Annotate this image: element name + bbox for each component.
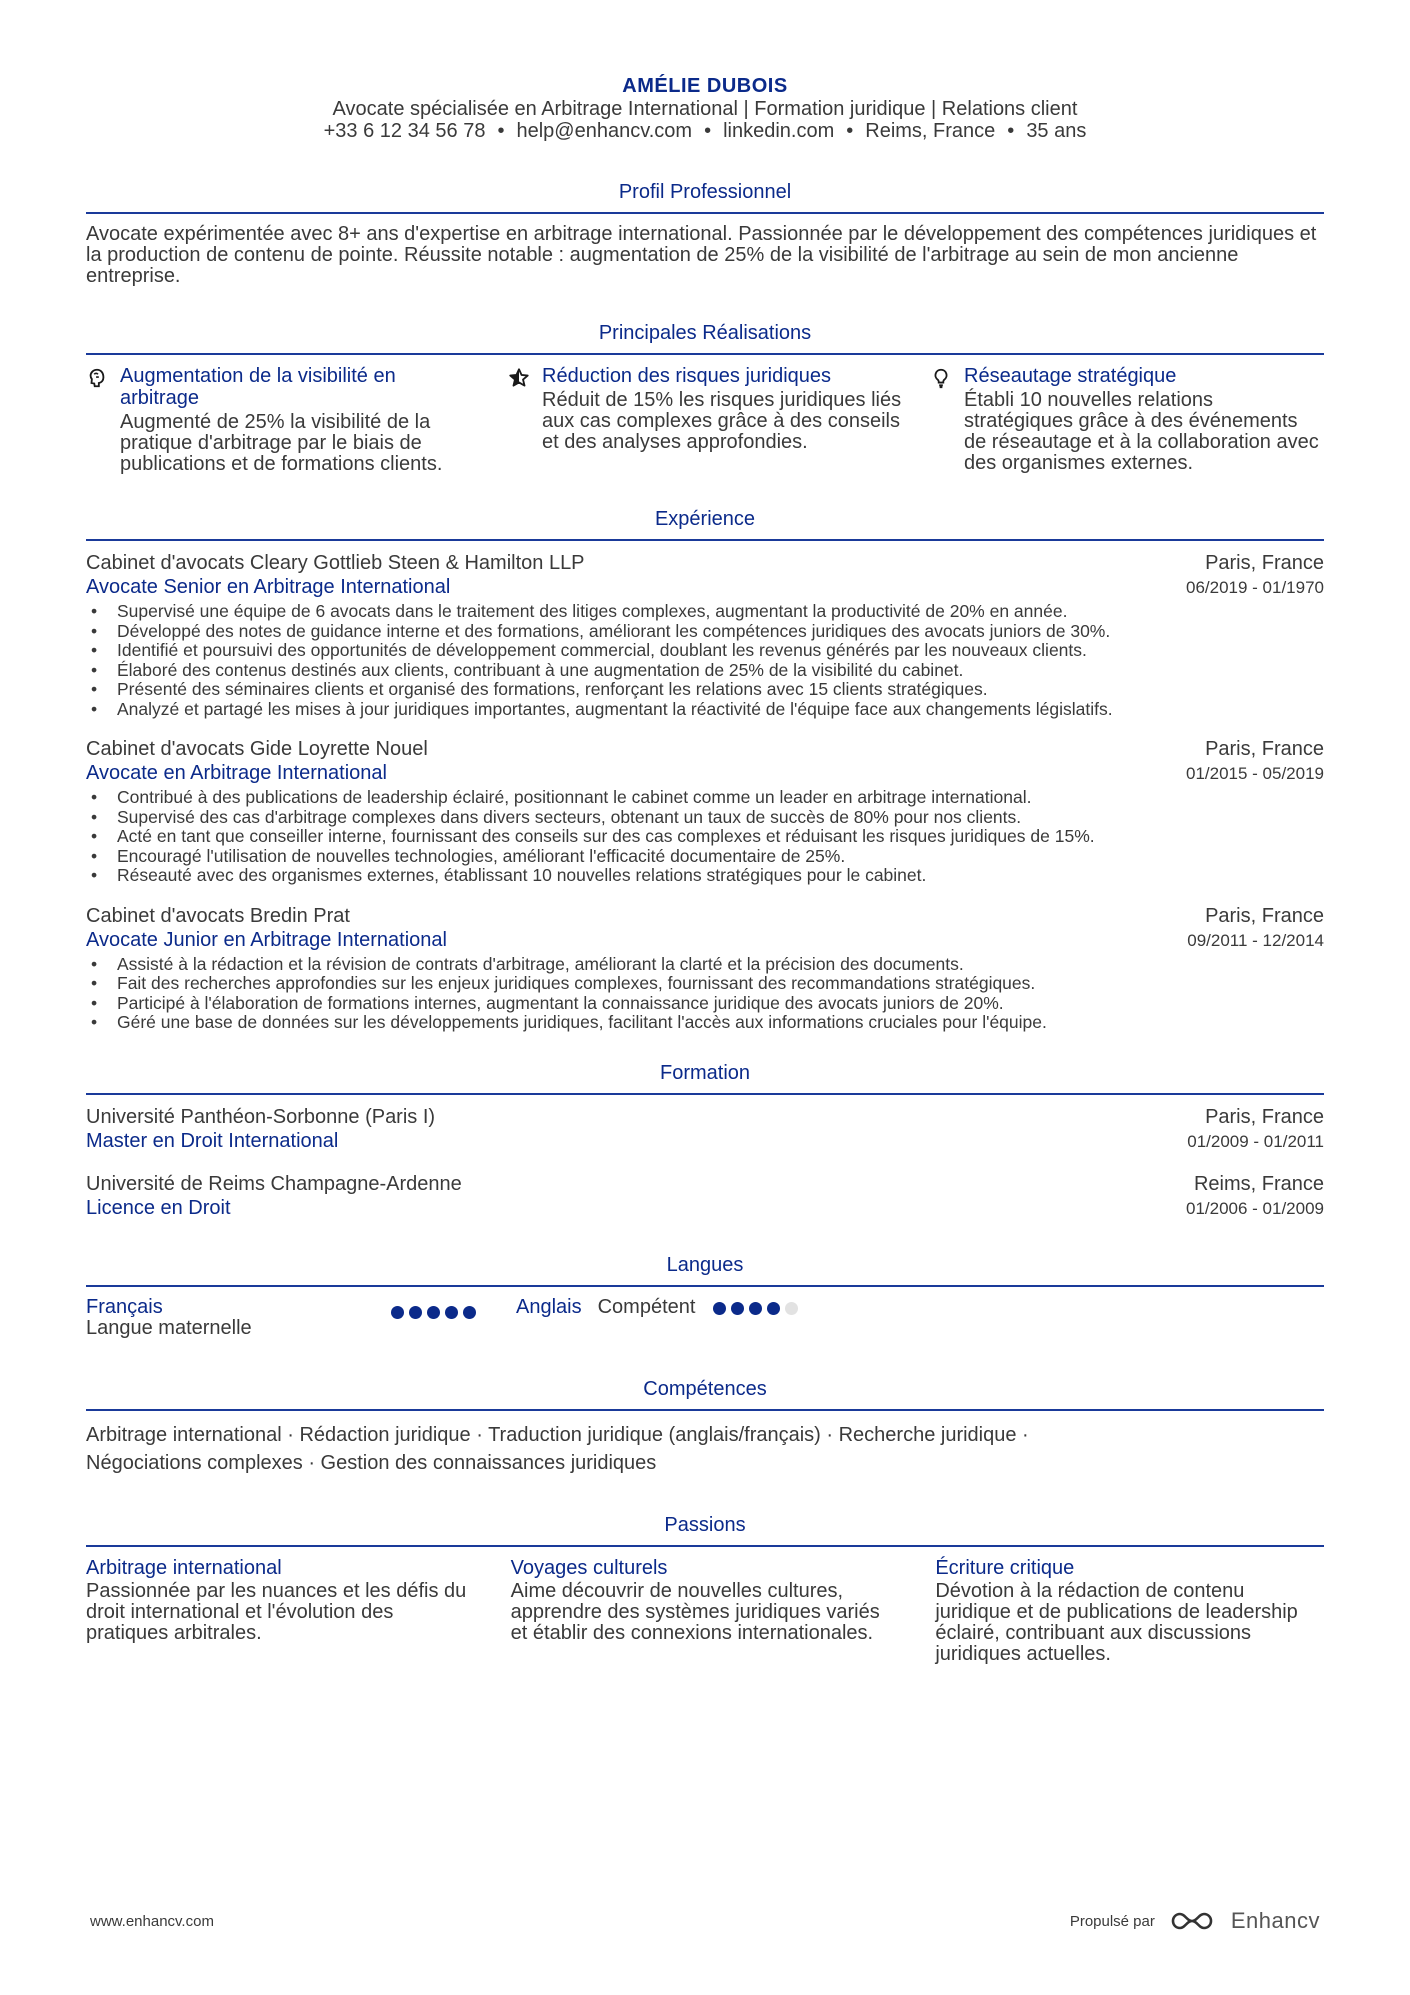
passion-desc: Dévotion à la rédaction de contenu juridique et de publications de leadership éclairé, contribuant aux discussions juridiques actuelles. <box>935 1579 1298 1665</box>
job-bullet: • Encouragé l'utilisation de nouvelles technologies, améliorant l'efficacité documentaire de 25%. <box>86 847 1324 867</box>
achievement-desc: Établi 10 nouvelles relations stratégiques grâce à des événements de réseautage et à la collaboration avec des organismes externes. <box>964 389 1319 474</box>
education-section <box>86 1061 1324 1221</box>
language-level: Compétent <box>597 1295 696 1318</box>
job-location: Paris, France <box>1205 904 1324 927</box>
skills-line: Arbitrage international · Rédaction juridique · Traduction juridique (anglais/français) · Recherche juridique · <box>86 1423 1029 1446</box>
contact-linkedin[interactable]: linkedin.com <box>723 120 835 142</box>
brand-name[interactable]: Enhancv <box>1230 1908 1320 1933</box>
job-role: Avocate Senior en Arbitrage International <box>86 576 451 598</box>
contact-email[interactable]: help@enhancv.com <box>516 120 693 142</box>
company-name: Cabinet d'avocats Bredin Prat <box>86 904 350 927</box>
footer-url[interactable]: www.enhancv.com <box>90 1912 214 1930</box>
passion-title: Arbitrage international <box>86 1556 282 1579</box>
brain-icon <box>86 367 108 389</box>
languages-section <box>86 1253 1324 1339</box>
job-bullets <box>86 955 1324 1033</box>
powered-by-label: Propulsé par <box>1069 1912 1155 1930</box>
star-icon <box>508 367 530 389</box>
skills-list <box>86 1421 1324 1477</box>
job-bullet: • Réseauté avec des organismes externes, établissant 10 nouvelles relations stratégiques pour le cabinet. <box>86 866 1324 886</box>
rating-dot-filled <box>391 1306 404 1319</box>
rating-dot-filled <box>445 1306 458 1319</box>
job-dates: 06/2019 - 01/1970 <box>1185 578 1324 597</box>
candidate-name: AMÉLIE DUBOIS <box>622 75 788 97</box>
achievement-title: Réseautage stratégique <box>964 365 1177 387</box>
languages-title: Langues <box>86 1253 1324 1287</box>
experience-section <box>86 507 1324 1033</box>
job-bullet: • Acté en tant que conseiller interne, fournissant des conseils sur des cas complexes et réduisant les risques juridiques de 15%. <box>86 827 1324 847</box>
job-location: Paris, France <box>1205 552 1324 574</box>
degree-name: Licence en Droit <box>86 1196 231 1219</box>
job-bullet: • Analyzé et partagé les mises à jour juridiques importantes, augmentant la réactivité de l'équipe face aux changements législatifs. <box>86 700 1324 720</box>
education-dates: 01/2006 - 01/2009 <box>1185 1198 1324 1218</box>
rating-dot-filled <box>463 1306 476 1319</box>
job-bullet: • Présenté des séminaires clients et organisé des formations, renforçant les relations avec 15 clients stratégiques. <box>86 680 1324 700</box>
education-dates: 01/2009 - 01/2011 <box>1187 1131 1324 1151</box>
contact-phone: +33 6 12 34 56 78 <box>323 120 486 142</box>
school-name: Université Panthéon-Sorbonne (Paris I) <box>86 1105 436 1128</box>
rating-dot-filled <box>749 1302 762 1315</box>
experience-entry <box>86 904 1324 1033</box>
rating-dot-filled <box>731 1302 744 1315</box>
resume-header <box>86 74 1324 142</box>
job-bullet: • Assisté à la rédaction et la révision de contrats d'arbitrage, améliorant la clarté et la précision des documents. <box>86 955 1324 975</box>
enhancv-logo-icon <box>1169 1909 1217 1933</box>
passion-title: Écriture critique <box>935 1556 1075 1579</box>
achievement-title: Augmentation de la visibilité en arbitrage <box>120 365 396 409</box>
achievement-desc: Augmenté de 25% la visibilité de la pratique d'arbitrage par le biais de publications et de formations clients. <box>120 411 443 475</box>
achievement-desc: Réduit de 15% les risques juridiques liés aux cas complexes grâce à des conseils et des analyses approfondies. <box>542 389 902 453</box>
passion-title: Voyages culturels <box>510 1556 668 1579</box>
summary-text: Avocate expérimentée avec 8+ ans d'expertise en arbitrage international. Passionnée par le développement des compétences juridiques et la production de contenu de pointe. Réussite notable : augmentation de 25% de la visibilité de l'arbitrage au sein de mon ancienne entreprise. <box>86 223 1317 287</box>
contact-age: 35 ans <box>1026 120 1087 142</box>
education-entry <box>86 1105 1324 1154</box>
job-bullet: • Contribué à des publications de leadership éclairé, positionnant le cabinet comme un leader en arbitrage international. <box>86 788 1324 808</box>
job-bullets <box>86 788 1324 886</box>
job-bullets <box>86 602 1324 719</box>
language-name: Anglais <box>516 1295 582 1318</box>
rating-dot-filled <box>713 1302 726 1315</box>
experience-entry <box>86 551 1324 719</box>
footer-brand <box>1070 1908 1320 1934</box>
summary-title: Profil Professionnel <box>86 180 1324 214</box>
language-rating <box>713 1302 798 1315</box>
lightbulb-icon <box>930 367 952 389</box>
job-bullet: • Développé des notes de guidance interne et des formations, améliorant les compétences juridiques des avocats juniors de 30%. <box>86 622 1324 642</box>
passion-item <box>935 1557 1324 1665</box>
passions-section <box>86 1513 1324 1665</box>
school-name: Université de Reims Champagne-Ardenne <box>86 1172 462 1195</box>
passion-item <box>86 1557 475 1665</box>
education-entry <box>86 1172 1324 1221</box>
job-role: Avocate en Arbitrage International <box>86 762 387 784</box>
company-name: Cabinet d'avocats Cleary Gottlieb Steen & Hamilton LLP <box>86 552 585 574</box>
experience-entry <box>86 737 1324 886</box>
achievement-item <box>930 365 1324 475</box>
achievement-item <box>508 365 902 475</box>
rating-dot-filled <box>427 1306 440 1319</box>
language-item <box>516 1297 798 1318</box>
job-role: Avocate Junior en Arbitrage International <box>86 928 447 951</box>
company-name: Cabinet d'avocats Gide Loyrette Nouel <box>86 738 428 760</box>
school-location: Reims, France <box>1193 1172 1324 1195</box>
rating-dot-filled <box>767 1302 780 1315</box>
contact-line: +33 6 12 34 56 78 • help@enhancv.com • linkedin.com • Reims, France • 35 ans <box>323 120 1087 142</box>
job-bullet: • Participé à l'élaboration de formations internes, augmentant la connaissance juridique des avocats juniors de 20%. <box>86 994 1324 1014</box>
degree-name: Master en Droit International <box>86 1129 339 1152</box>
language-rating <box>391 1306 476 1339</box>
passion-item <box>511 1557 900 1665</box>
rating-dot-filled <box>409 1306 422 1319</box>
job-location: Paris, France <box>1205 738 1324 760</box>
job-dates: 09/2011 - 12/2014 <box>1187 930 1324 950</box>
job-dates: 01/2015 - 05/2019 <box>1185 764 1324 783</box>
achievements-title: Principales Réalisations <box>86 321 1324 355</box>
job-bullet: • Élaboré des contenus destinés aux clients, contribuant à une augmentation de 25% de la visibilité du cabinet. <box>86 661 1324 681</box>
passion-desc: Aime découvrir de nouvelles cultures, apprendre des systèmes juridiques variés et établir des connexions internationales. <box>510 1579 880 1644</box>
skills-line: Négociations complexes · Gestion des connaissances juridiques <box>86 1451 657 1474</box>
skills-title: Compétences <box>86 1377 1324 1411</box>
education-title: Formation <box>86 1061 1324 1095</box>
language-level: Langue maternelle <box>86 1316 252 1339</box>
school-location: Paris, France <box>1205 1105 1324 1128</box>
page-footer <box>90 1908 1320 1934</box>
candidate-subtitle: Avocate spécialisée en Arbitrage International | Formation juridique | Relations client <box>332 98 1078 120</box>
skills-section <box>86 1377 1324 1477</box>
language-name: Français <box>86 1295 163 1318</box>
passion-desc: Passionnée par les nuances et les défis du droit international et l'évolution des pratiques arbitrales. <box>86 1579 467 1644</box>
passions-title: Passions <box>86 1513 1324 1547</box>
rating-dot-empty <box>785 1302 798 1315</box>
language-item <box>86 1297 476 1339</box>
achievement-title: Réduction des risques juridiques <box>542 365 832 387</box>
job-bullet: • Supervisé une équipe de 6 avocats dans le traitement des litiges complexes, augmentant la productivité de 20% en année. <box>86 602 1324 622</box>
job-bullet: • Géré une base de données sur les développements juridiques, facilitant l'accès aux informations cruciales pour l'équipe. <box>86 1013 1324 1033</box>
job-bullet: • Identifié et poursuivi des opportunités de développement commercial, doublant les revenus générés par les nouveaux clients. <box>86 641 1324 661</box>
achievement-item <box>86 365 480 475</box>
summary-section <box>86 180 1324 287</box>
job-bullet: • Fait des recherches approfondies sur les enjeux juridiques complexes, fournissant des recommandations stratégiques. <box>86 974 1324 994</box>
achievements-section <box>86 321 1324 475</box>
resume-content <box>86 74 1324 1665</box>
contact-location: Reims, France <box>865 120 996 142</box>
job-bullet: • Supervisé des cas d'arbitrage complexes dans divers secteurs, obtenant un taux de succès de 80% pour nos clients. <box>86 808 1324 828</box>
experience-title: Expérience <box>86 507 1324 541</box>
